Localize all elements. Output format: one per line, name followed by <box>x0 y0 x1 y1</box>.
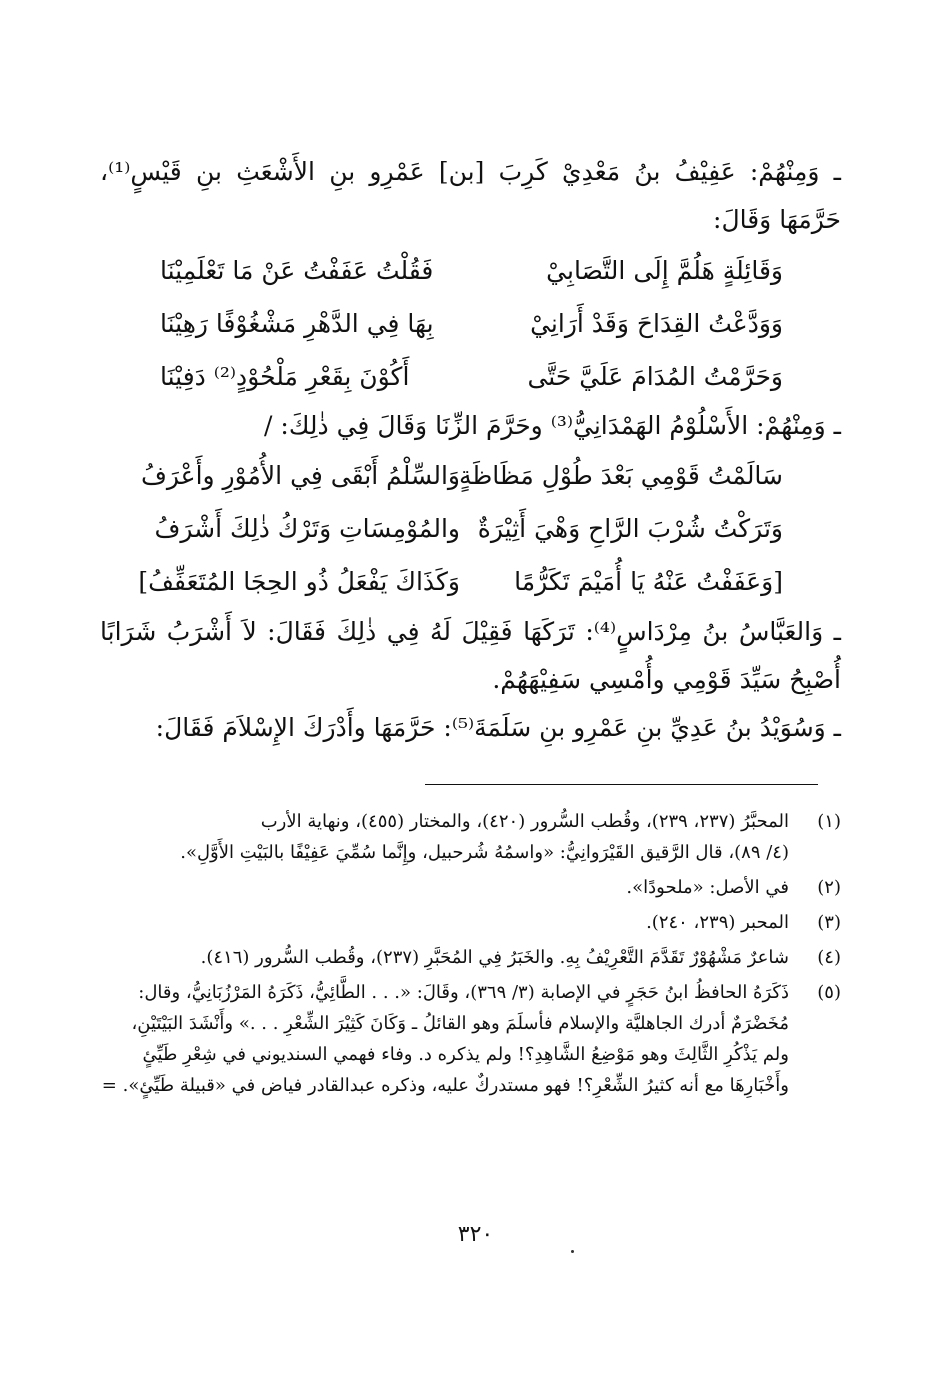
footnote-text <box>112 872 789 903</box>
footnote-number: (٢) <box>817 877 841 898</box>
footnote <box>112 942 841 973</box>
verse-line <box>100 449 841 502</box>
footnote <box>112 806 841 868</box>
footnote-number: (٥) <box>817 982 841 1003</box>
verse-second-hemistich: والمُوْمِسَاتِ وَتَرْكُ ذٰلِكَ أَشْرَفُ <box>154 514 460 543</box>
footnote-line: ذَكَرَهُ الحافظُ ابنُ حَجَرٍ في الإصابة (٣/ ٣٦٩)، وقَالَ: «. . . الطَّائِيُّ، ذَكَرَهُ المَرْزُبَانِيُّ، وقال: <box>138 982 789 1003</box>
footnote-number: (٣) <box>817 912 841 933</box>
footnote-text <box>102 977 789 1101</box>
footnote <box>112 872 841 903</box>
verse-second-hemistich: بِهَا فِي الدَّهْرِ مَشْغُوْفًا رَهِيْنَا <box>160 309 434 338</box>
page-number: ٣٢٠ <box>457 1222 494 1247</box>
footnote-line: ولم يَذْكُرِ الثَّالِثَ وهو مَوْضِعُ الشَّاهِدِ؟! ولم يذكره د. وفاء فهمي السنديوني في شِعْرِ طَيِّئٍ <box>142 1044 789 1065</box>
verse-first-hemistich: وَوَدَّعْتُ القِدَاحَ وَقَدْ أَرَانِيْ <box>530 309 783 338</box>
footnote-line: المحبر (٢٣٩، ٢٤٠). <box>646 912 789 933</box>
verse-line <box>100 297 841 350</box>
verse-second-hemistich: فَقُلْتُ عَفَفْتُ عَنْ مَا تَعْلَمِيْنَا <box>160 256 434 285</box>
footnote-number: (١) <box>817 811 841 832</box>
verse-second-hemistich: وَكَذَاكَ يَفْعَلُ ذُو الحِجَا المُتَعَفِّفُ] <box>138 567 460 596</box>
verse-second-hemistich: وَالسِّلْمُ أَبْقَى فِي الأُمُوْرِ وأَعْرَفُ <box>140 461 460 490</box>
paragraph-aslum: ـ وَمِنْهُمْ: الأَسْلُوْمُ الهَمْدَانِيُّ⁽³⁾ وحَرَّمَ الزِّنَا وَقَالَ فِي ذٰلِكَ: / <box>264 411 841 440</box>
paragraph-afif: ـ وَمِنْهُمْ: عَفِيْفُ بنُ مَعْدِيْ كَرِبَ [بن] عَمْرِو بنِ الأَشْعَثِ بنِ قَيْسٍ⁽¹⁾، حَرَّمَهَا وَقَالَ: <box>100 157 841 234</box>
poem-afif <box>100 244 841 403</box>
footnote-text <box>112 907 789 938</box>
footnote-line: (٤/ ٨٩)، قال الرَّقيق القَيْرَوانِيُّ: «واسمُهُ شُرحبيل، وإِنَّما سُمِّيَ عَفِيْفًا بالبَيْتِ الأَوَّلِ». <box>180 842 789 863</box>
verse-line <box>100 555 841 608</box>
footnote-separator <box>425 784 818 785</box>
poem-aslum <box>100 449 841 608</box>
verse-second-hemistich: أَكُوْنَ بِقَعْرِ مَلْحُوْدٍ⁽²⁾ دَفِيْنَا <box>160 362 410 391</box>
verse-line <box>100 244 841 297</box>
verse-first-hemistich: وَقَائِلَةٍ هَلُمَّ إِلَى التَّصَابِيْ <box>546 256 783 285</box>
verse-line <box>100 350 841 403</box>
footnote <box>101 977 841 1101</box>
verse-line <box>100 502 841 555</box>
footnotes <box>101 806 841 1105</box>
verse-first-hemistich: وَحَرَّمْتُ المُدَامَ عَلَيَّ حَتَّى <box>527 362 783 391</box>
footnote-line: في الأصل: «ملحودًا». <box>626 877 789 898</box>
footnote-line: المحبَّرُ (٢٣٧، ٢٣٩)، وقُطب السُّرور (٤٢٠)، والمختار (٤٥٥)، ونهاية الأرب <box>260 811 789 832</box>
verse-first-hemistich: وَتَرَكْتُ شُرْبَ الرَّاحِ وَهْيَ أَثِيْرَةٌ <box>477 514 783 543</box>
ink-dot <box>571 1250 574 1253</box>
footnote-text <box>112 942 789 973</box>
footnote-line: شاعرٌ مَشْهُوْرٌ تَقَدَّمَ التَّعْرِيْفُ بِهِ. والخَبَرُ فِي المُحَبَّرِ (٢٣٧)، وقُطب السُّرور (٤١٦). <box>200 947 789 968</box>
verse-first-hemistich: سَالَمْتُ قَوْمِي بَعْدَ طُوْلِ مَظَاظَةٍ <box>459 461 783 490</box>
verse-first-hemistich: [وَعَفَفْتُ عَنْهُ يَا أُمَيْمَ تَكَرُّمًا <box>514 567 783 596</box>
paragraph-suwaid: ـ وَسُوَيْدُ بنُ عَدِيِّ بنِ عَمْرِو بنِ سَلَمَةَ⁽⁵⁾: حَرَّمَهَا وأَدْرَكَ الإِسْلاَمَ فَقَالَ: <box>155 713 841 742</box>
footnote-text <box>112 806 789 868</box>
footnote <box>112 907 841 938</box>
footnote-line: وأَخْبَارِهَا مع أنه كثيرُ الشِّعْرِ؟! فهو مستدركٌ عليه، وذكره عبدالقادر فياض في «قبيلة طَيِّئٍ». = <box>101 1075 789 1096</box>
main-text <box>100 148 841 752</box>
paragraph-abbas: ـ وَالعَبَّاسُ بنُ مِرْدَاسٍ⁽⁴⁾: تَرَكَهَا فَقِيْلَ لَهُ فِي ذٰلِكَ فَقَالَ: لاَ أَشْرَبُ شَرَابًا أُصْبِحُ سَيِّدَ قَوْمِي وأُمْسِي سَفِيْهَهُمْ. <box>100 617 842 694</box>
footnote-number: (٤) <box>817 947 841 968</box>
footnote-line: مُخَضْرَمٌ أدرك الجاهليَّة والإسلام فأسلَمَ وهو القائلُ ـ وَكَانَ كَثِيْرَ الشِّعْرِ . . .» وأَنْشَدَ البَيْتَيْنِ، <box>131 1013 789 1034</box>
